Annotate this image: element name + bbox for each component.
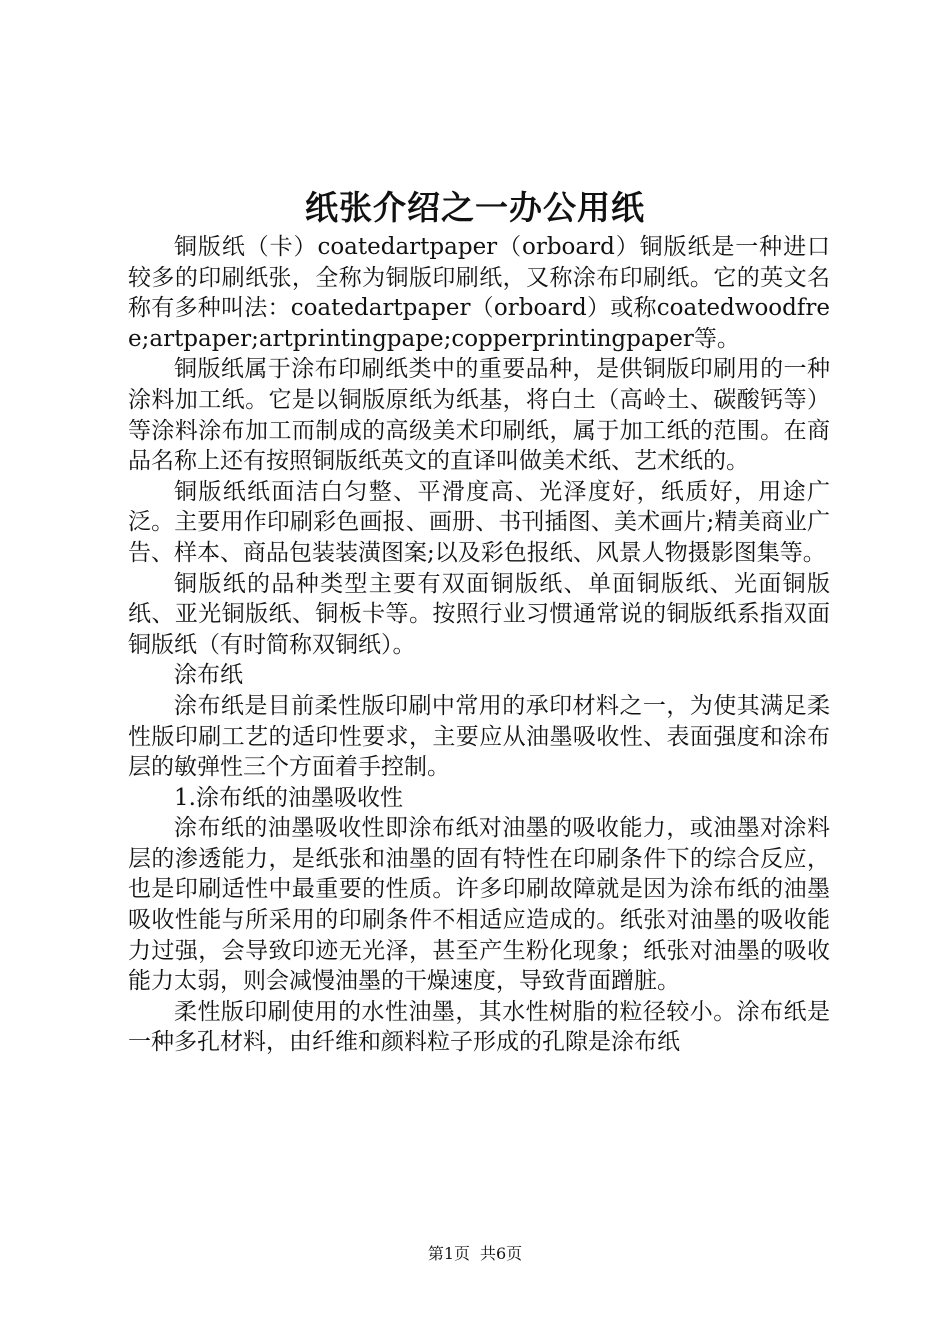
- paragraph: 铜版纸（卡）coatedartpaper（orboard）铜版纸是一种进口较多的印刷纸张，全称为铜版印刷纸，又称涂布印刷纸。它的英文名称有多种叫法：coatedartpaper（orboard）或称coatedwoodfree;artpaper;artprintingpape;copperprintingpaper等。: [128, 234, 830, 352]
- paragraph: 涂布纸的油墨吸收性即涂布纸对油墨的吸收能力，或油墨对涂料层的渗透能力，是纸张和油墨的固有特性在印刷条件下的综合反应，也是印刷适性中最重要的性质。许多印刷故障就是因为涂布纸的油墨吸收性能与所采用的印刷条件不相适应造成的。纸张对油墨的吸收能力过强，会导致印迹无光泽，甚至产生粉化现象；纸张对油墨的吸收能力太弱，则会减慢油墨的干燥速度，导致背面蹭脏。: [128, 815, 830, 995]
- section-heading: 涂布纸: [174, 662, 243, 689]
- paragraph: 柔性版印刷使用的水性油墨，其水性树脂的粒径较小。涂布纸是一种多孔材料，由纤维和颜料粒子形成的孔隙是涂布纸: [128, 998, 830, 1056]
- page-number: 第1页: [427, 1244, 470, 1263]
- paragraph: 涂布纸是目前柔性版印刷中常用的承印材料之一，为使其满足柔性版印刷工艺的适印性要求，主要应从油墨吸收性、表面强度和涂布层的敏弹性三个方面着手控制。: [128, 692, 830, 781]
- subsection-heading: 1.涂布纸的油墨吸收性: [174, 784, 403, 811]
- page-total: 共6页: [480, 1244, 523, 1263]
- paragraph: 铜版纸的品种类型主要有双面铜版纸、单面铜版纸、光面铜版纸、亚光铜版纸、铜板卡等。按照行业习惯通常说的铜版纸系指双面铜版纸（有时简称双铜纸）。: [128, 570, 830, 658]
- page-footer: [0, 1243, 950, 1265]
- document-body: [128, 232, 830, 1058]
- document-title: 纸张介绍之一办公用纸: [305, 188, 645, 227]
- paragraph: 铜版纸纸面洁白匀整、平滑度高、光泽度好，纸质好，用途广泛。主要用作印刷彩色画报、画册、书刊插图、美术画片;精美商业广告、样本、商品包装装潢图案;以及彩色报纸、风景人物摄影图集等。: [128, 478, 830, 566]
- paragraph: 铜版纸属于涂布印刷纸类中的重要品种，是供铜版印刷用的一种涂料加工纸。它是以铜版原纸为纸基，将白土（高岭土、碳酸钙等）等涂料涂布加工而制成的高级美术印刷纸，属于加工纸的范围。在商品名称上还有按照铜版纸英文的直译叫做美术纸、艺术纸的。: [128, 356, 830, 475]
